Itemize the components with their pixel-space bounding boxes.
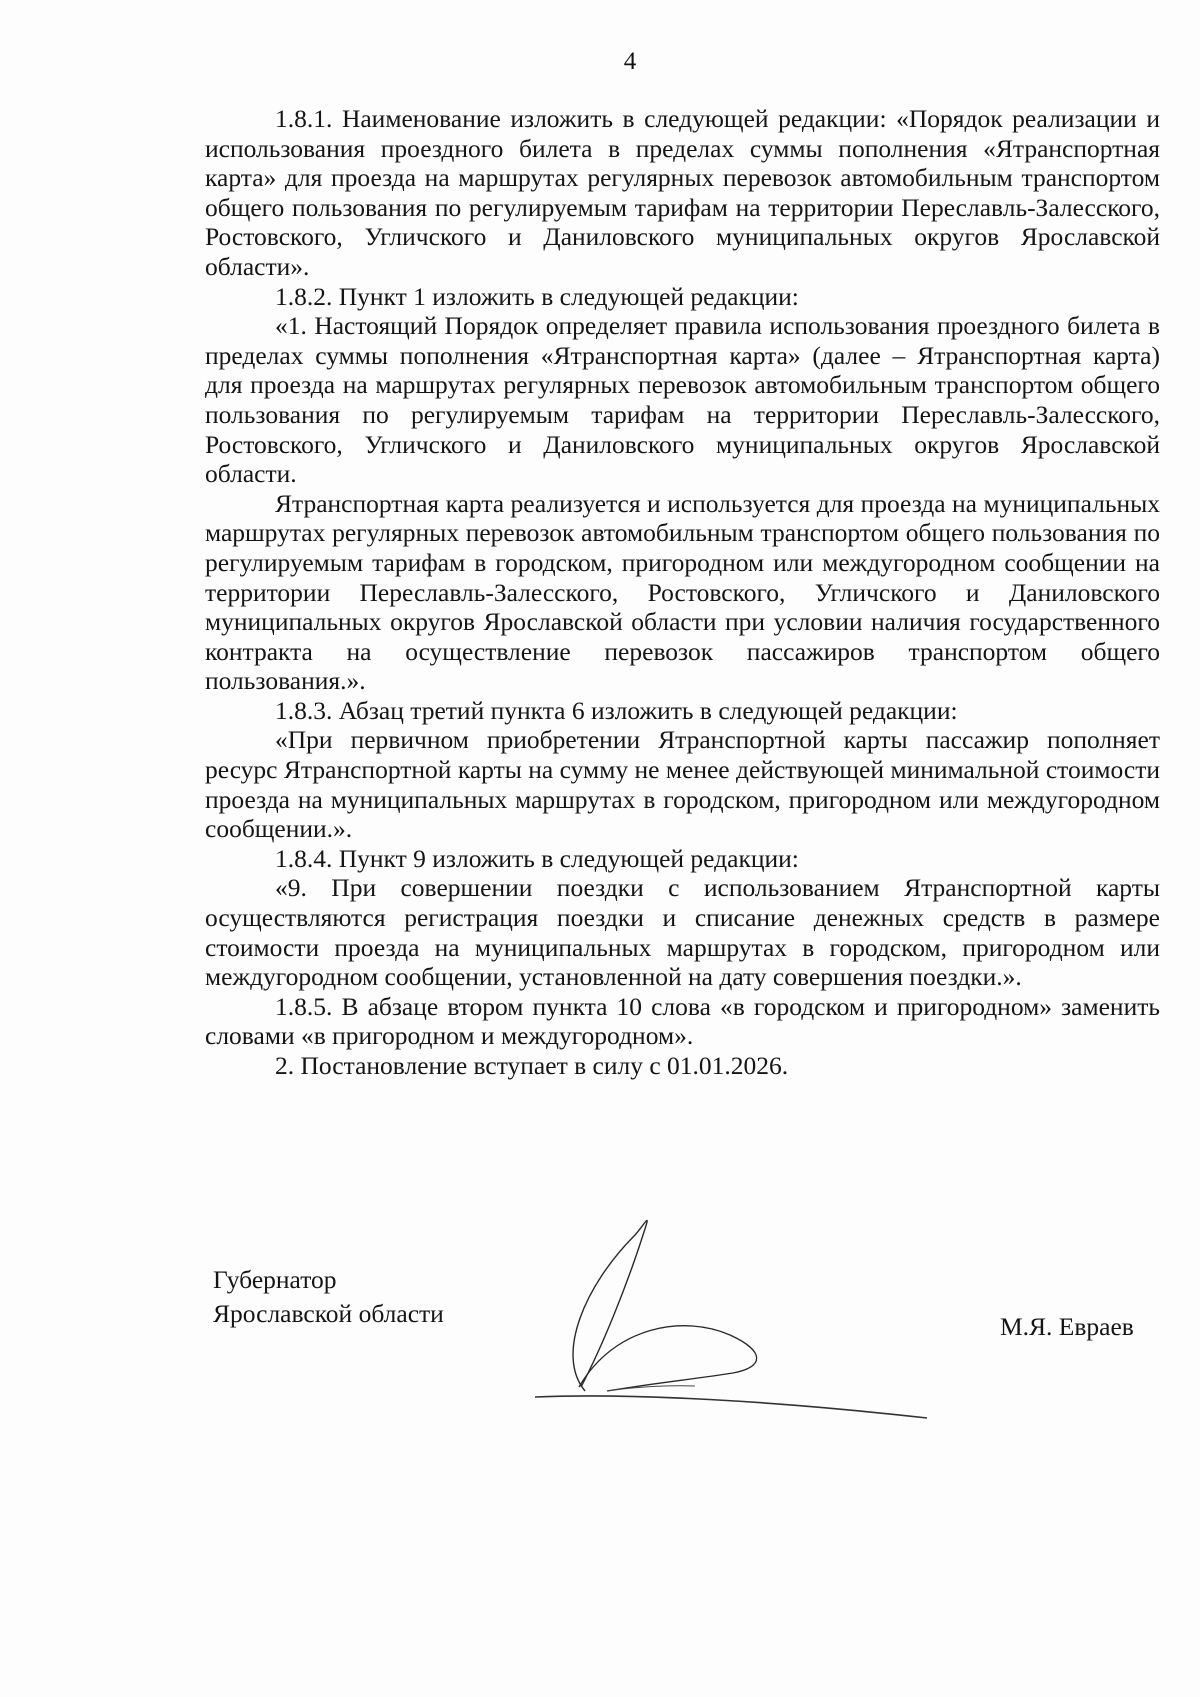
paragraph-1-8-2: 1.8.2. Пункт 1 изложить в следующей редакции: — [275, 281, 799, 311]
paragraph-1-8-1: 1.8.1. Наименование изложить в следующей редакции: «Порядок реализации и использования проездного билета в пределах суммы пополнения «Ятранспортная карта» для проезда на маршрутах регулярных перевозок автомобильным транспортом общего пользования по регулируемым тарифам на территории Переславль-Залесского, Ростовского, Угличского и Даниловского муниципальных округов Ярославской области». — [205, 104, 1160, 281]
signatory-name: М.Я. Евраев — [1000, 1312, 1134, 1341]
handwritten-signature — [515, 1215, 935, 1455]
paragraph-quote-1: «1. Настоящий Порядок определяет правила использования проездного билета в пределах суммы пополнения «Ятранспортная карта» (далее – Ятранспортная карта) для проезда на маршрутах регулярных перевозок автомобильным транспортом общего пользования по регулируемым тарифам на территории Переславль-Залесского, Ростовского, Угличского и Даниловского муниципальных округов Ярославской области. — [205, 311, 1160, 489]
position-line-1: Губернатор — [213, 1265, 337, 1294]
paragraph-1-8-3: 1.8.3. Абзац третий пункта 6 изложить в следующей редакции: — [275, 695, 958, 725]
document-body — [205, 104, 1160, 1081]
page-number: 4 — [623, 48, 637, 75]
paragraph-1-8-5: 1.8.5. В абзаце втором пункта 10 слова «в городском и пригородном» заменить словами «в пригородном и междугородном». — [205, 991, 1160, 1051]
paragraph-quote-9: «9. При совершении поездки с использованием Ятранспортной карты осуществляются регистрация поездки и списание денежных средств в размере стоимости проезда на муниципальных маршрутах в городском, пригородном или междугородном сообщении, установленной на дату совершения поездки.». — [205, 873, 1160, 992]
paragraph-quote-1-continued: Ятранспортная карта реализуется и используется для проезда на муниципальных маршрутах регулярных перевозок автомобильным транспортом общего пользования по регулируемым тарифам в городском, пригородном или междугородном сообщении на территории Переславль-Залесского, Ростовского, Угличского и Даниловского муниципальных округов Ярославской области при условии наличия государственного контракта на осуществление перевозок пассажиров транспортом общего пользования.». — [205, 488, 1160, 696]
position-line-2: Ярославской области — [213, 1299, 444, 1328]
paragraph-2: 2. Постановление вступает в силу с 01.01.2026. — [275, 1051, 789, 1080]
signatory-position — [213, 1263, 444, 1331]
paragraph-1-8-4: 1.8.4. Пункт 9 изложить в следующей редакции: — [275, 843, 799, 873]
paragraph-quote-6: «При первичном приобретении Ятранспортной карты пассажир пополняет ресурс Ятранспортной карты на сумму не менее действующей минимальной стоимости проезда на муниципальных маршрутах в городском, пригородном или междугородном сообщении.». — [205, 725, 1160, 844]
